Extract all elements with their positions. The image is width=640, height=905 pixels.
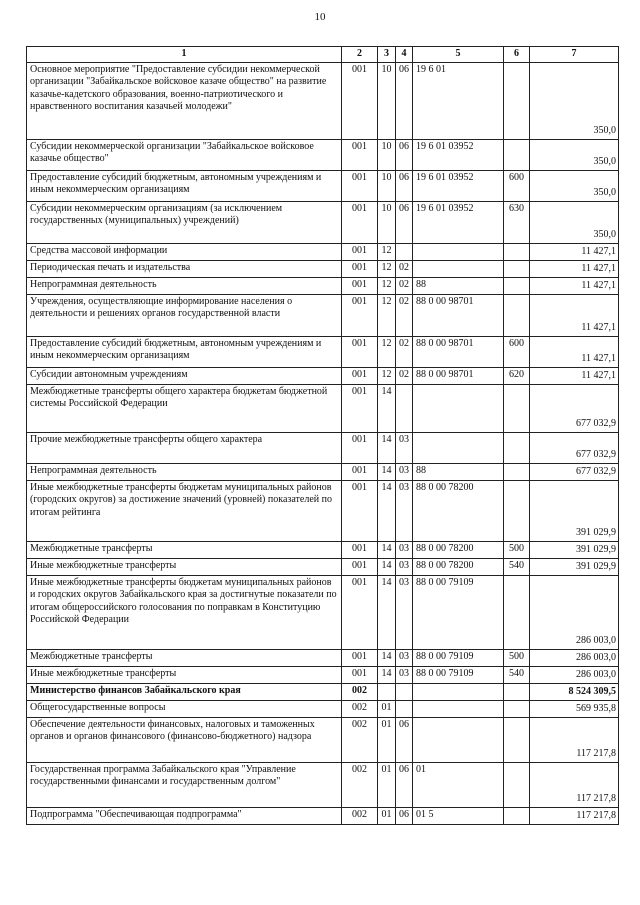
subsection-code-cell: 02 bbox=[396, 367, 413, 384]
expense-type-cell: 540 bbox=[504, 558, 530, 575]
ministry-code-cell: 001 bbox=[342, 541, 378, 558]
table-row bbox=[27, 807, 619, 824]
header-cell: 2 bbox=[342, 47, 378, 63]
section-code-cell: 14 bbox=[378, 384, 396, 432]
expense-type-cell bbox=[504, 277, 530, 294]
item-name-cell: Средства массовой информации bbox=[27, 243, 342, 260]
section-code-cell: 10 bbox=[378, 201, 396, 243]
amount-cell: 677 032,9 bbox=[530, 432, 619, 463]
section-code-cell: 01 bbox=[378, 700, 396, 717]
item-name-cell: Непрограммная деятельность bbox=[27, 277, 342, 294]
amount-cell: 350,0 bbox=[530, 139, 619, 170]
table-row bbox=[27, 480, 619, 541]
table-row bbox=[27, 384, 619, 432]
expense-type-cell bbox=[504, 294, 530, 336]
subsection-code-cell bbox=[396, 384, 413, 432]
amount-cell: 350,0 bbox=[530, 201, 619, 243]
item-name-cell: Учреждения, осуществляющие информирование населения о деятельности и решениях органов государственной власти bbox=[27, 294, 342, 336]
header-cell: 7 bbox=[530, 47, 619, 63]
target-article-cell: 88 0 00 78200 bbox=[413, 541, 504, 558]
target-article-cell: 01 bbox=[413, 762, 504, 807]
table-row bbox=[27, 700, 619, 717]
subsection-code-cell: 06 bbox=[396, 139, 413, 170]
item-name-cell: Межбюджетные трансферты bbox=[27, 541, 342, 558]
amount-cell: 677 032,9 bbox=[530, 384, 619, 432]
section-code-cell: 01 bbox=[378, 807, 396, 824]
amount-cell: 391 029,9 bbox=[530, 558, 619, 575]
ministry-code-cell: 002 bbox=[342, 807, 378, 824]
amount-cell: 569 935,8 bbox=[530, 700, 619, 717]
item-name-cell: Обеспечение деятельности финансовых, налоговых и таможенных органов и органов финансового (финансово-бюджетного) надзора bbox=[27, 717, 342, 762]
target-article-cell bbox=[413, 384, 504, 432]
amount-cell: 286 003,0 bbox=[530, 649, 619, 666]
ministry-code-cell: 002 bbox=[342, 762, 378, 807]
subsection-code-cell: 03 bbox=[396, 575, 413, 649]
amount-cell: 11 427,1 bbox=[530, 336, 619, 367]
item-name-cell: Иные межбюджетные трансферты бюджетам муниципальных районов (городских округов) за достижение значений (уровней) показателей по итогам рейтинга bbox=[27, 480, 342, 541]
table-row bbox=[27, 432, 619, 463]
subsection-code-cell: 03 bbox=[396, 649, 413, 666]
expense-type-cell: 620 bbox=[504, 367, 530, 384]
expense-type-cell bbox=[504, 480, 530, 541]
header-cell: 4 bbox=[396, 47, 413, 63]
expense-type-cell bbox=[504, 807, 530, 824]
item-name-cell: Государственная программа Забайкальского края "Управление государственными финансами и государственным долгом" bbox=[27, 762, 342, 807]
amount-cell: 117 217,8 bbox=[530, 807, 619, 824]
table-row bbox=[27, 62, 619, 139]
subsection-code-cell: 02 bbox=[396, 336, 413, 367]
expense-type-cell bbox=[504, 243, 530, 260]
table-row bbox=[27, 201, 619, 243]
table-row bbox=[27, 243, 619, 260]
item-name-cell: Иные межбюджетные трансферты bbox=[27, 666, 342, 683]
amount-cell: 11 427,1 bbox=[530, 260, 619, 277]
ministry-code-cell: 001 bbox=[342, 170, 378, 201]
target-article-cell: 19 6 01 03952 bbox=[413, 201, 504, 243]
ministry-code-cell: 001 bbox=[342, 243, 378, 260]
target-article-cell: 88 0 00 79109 bbox=[413, 666, 504, 683]
ministry-code-cell: 001 bbox=[342, 463, 378, 480]
section-code-cell bbox=[378, 683, 396, 700]
subsection-code-cell: 06 bbox=[396, 170, 413, 201]
subsection-code-cell: 03 bbox=[396, 558, 413, 575]
target-article-cell bbox=[413, 243, 504, 260]
expense-type-cell bbox=[504, 700, 530, 717]
ministry-code-cell: 002 bbox=[342, 717, 378, 762]
section-code-cell: 01 bbox=[378, 762, 396, 807]
ministry-code-cell: 001 bbox=[342, 384, 378, 432]
section-code-cell: 14 bbox=[378, 649, 396, 666]
ministry-code-cell: 002 bbox=[342, 683, 378, 700]
subsection-code-cell: 06 bbox=[396, 62, 413, 139]
expense-type-cell bbox=[504, 575, 530, 649]
subsection-code-cell: 03 bbox=[396, 541, 413, 558]
item-name-cell: Предоставление субсидий бюджетным, автономным учреждениям и иным некоммерческим организациям bbox=[27, 336, 342, 367]
item-name-cell: Межбюджетные трансферты общего характера бюджетам бюджетной системы Российской Федерации bbox=[27, 384, 342, 432]
target-article-cell: 88 0 00 79109 bbox=[413, 649, 504, 666]
subsection-code-cell: 06 bbox=[396, 201, 413, 243]
ministry-code-cell: 001 bbox=[342, 62, 378, 139]
amount-cell: 286 003,0 bbox=[530, 575, 619, 649]
section-code-cell: 14 bbox=[378, 480, 396, 541]
subsection-code-cell: 06 bbox=[396, 807, 413, 824]
amount-cell: 117 217,8 bbox=[530, 717, 619, 762]
expense-type-cell bbox=[504, 260, 530, 277]
subsection-code-cell: 02 bbox=[396, 294, 413, 336]
subsection-code-cell: 03 bbox=[396, 666, 413, 683]
item-name-cell: Периодическая печать и издательства bbox=[27, 260, 342, 277]
ministry-code-cell: 001 bbox=[342, 139, 378, 170]
expense-type-cell bbox=[504, 62, 530, 139]
expense-type-cell: 600 bbox=[504, 170, 530, 201]
subsection-code-cell bbox=[396, 243, 413, 260]
expense-type-cell: 500 bbox=[504, 649, 530, 666]
ministry-code-cell: 001 bbox=[342, 480, 378, 541]
subsection-code-cell: 03 bbox=[396, 480, 413, 541]
table-row bbox=[27, 762, 619, 807]
table-row bbox=[27, 717, 619, 762]
table-row bbox=[27, 649, 619, 666]
amount-cell: 350,0 bbox=[530, 170, 619, 201]
target-article-cell bbox=[413, 700, 504, 717]
section-code-cell: 12 bbox=[378, 367, 396, 384]
table-row bbox=[27, 367, 619, 384]
header-cell: 3 bbox=[378, 47, 396, 63]
item-name-cell: Министерство финансов Забайкальского края bbox=[27, 683, 342, 700]
section-code-cell: 14 bbox=[378, 575, 396, 649]
header-row bbox=[27, 47, 619, 63]
amount-cell: 117 217,8 bbox=[530, 762, 619, 807]
expense-type-cell bbox=[504, 139, 530, 170]
ministry-code-cell: 001 bbox=[342, 277, 378, 294]
table-row bbox=[27, 666, 619, 683]
item-name-cell: Субсидии автономным учреждениям bbox=[27, 367, 342, 384]
section-code-cell: 14 bbox=[378, 558, 396, 575]
target-article-cell: 88 0 00 98701 bbox=[413, 336, 504, 367]
target-article-cell: 01 5 bbox=[413, 807, 504, 824]
target-article-cell: 88 0 00 78200 bbox=[413, 558, 504, 575]
amount-cell: 286 003,0 bbox=[530, 666, 619, 683]
subsection-code-cell: 02 bbox=[396, 277, 413, 294]
ministry-code-cell: 001 bbox=[342, 558, 378, 575]
item-name-cell: Субсидии некоммерческим организациям (за исключением государственных (муниципальных) учреждений) bbox=[27, 201, 342, 243]
expense-type-cell: 540 bbox=[504, 666, 530, 683]
table-row bbox=[27, 260, 619, 277]
expense-type-cell bbox=[504, 717, 530, 762]
expense-type-cell bbox=[504, 463, 530, 480]
target-article-cell bbox=[413, 432, 504, 463]
header-cell: 1 bbox=[27, 47, 342, 63]
subsection-code-cell: 06 bbox=[396, 762, 413, 807]
amount-cell: 11 427,1 bbox=[530, 243, 619, 260]
section-code-cell: 10 bbox=[378, 139, 396, 170]
ministry-code-cell: 001 bbox=[342, 294, 378, 336]
target-article-cell: 88 0 00 79109 bbox=[413, 575, 504, 649]
section-code-cell: 12 bbox=[378, 243, 396, 260]
section-code-cell: 10 bbox=[378, 62, 396, 139]
table-row bbox=[27, 575, 619, 649]
section-code-cell: 01 bbox=[378, 717, 396, 762]
ministry-code-cell: 001 bbox=[342, 666, 378, 683]
page-number: 10 bbox=[314, 11, 326, 23]
budget-table bbox=[26, 46, 619, 825]
item-name-cell: Иные межбюджетные трансферты bbox=[27, 558, 342, 575]
item-name-cell: Межбюджетные трансферты bbox=[27, 649, 342, 666]
ministry-code-cell: 001 bbox=[342, 432, 378, 463]
table-row bbox=[27, 139, 619, 170]
ministry-code-cell: 001 bbox=[342, 367, 378, 384]
table-row bbox=[27, 541, 619, 558]
table-row bbox=[27, 277, 619, 294]
item-name-cell: Иные межбюджетные трансферты бюджетам муниципальных районов и городских округов Забайкальского края за достигнутые показатели по итогам общероссийского голосования по поправкам в Конституцию Российской Федерации bbox=[27, 575, 342, 649]
subsection-code-cell: 06 bbox=[396, 717, 413, 762]
subsection-code-cell: 02 bbox=[396, 260, 413, 277]
amount-cell: 391 029,9 bbox=[530, 480, 619, 541]
amount-cell: 11 427,1 bbox=[530, 294, 619, 336]
item-name-cell: Субсидии некоммерческой организации "Забайкальское войсковое казачье общество" bbox=[27, 139, 342, 170]
ministry-code-cell: 001 bbox=[342, 336, 378, 367]
section-code-cell: 14 bbox=[378, 541, 396, 558]
table-row bbox=[27, 463, 619, 480]
target-article-cell: 88 bbox=[413, 277, 504, 294]
target-article-cell: 88 0 00 98701 bbox=[413, 294, 504, 336]
expense-type-cell: 630 bbox=[504, 201, 530, 243]
subsection-code-cell bbox=[396, 700, 413, 717]
header-cell: 5 bbox=[413, 47, 504, 63]
section-code-cell: 14 bbox=[378, 432, 396, 463]
section-code-cell: 14 bbox=[378, 666, 396, 683]
amount-cell: 391 029,9 bbox=[530, 541, 619, 558]
ministry-code-cell: 001 bbox=[342, 260, 378, 277]
target-article-cell bbox=[413, 683, 504, 700]
section-code-cell: 12 bbox=[378, 277, 396, 294]
table-row bbox=[27, 170, 619, 201]
ministry-code-cell: 001 bbox=[342, 201, 378, 243]
section-code-cell: 10 bbox=[378, 170, 396, 201]
section-code-cell: 14 bbox=[378, 463, 396, 480]
ministry-code-cell: 002 bbox=[342, 700, 378, 717]
item-name-cell: Предоставление субсидий бюджетным, автономным учреждениям и иным некоммерческим организациям bbox=[27, 170, 342, 201]
ministry-code-cell: 001 bbox=[342, 575, 378, 649]
subsection-code-cell: 03 bbox=[396, 432, 413, 463]
amount-cell: 11 427,1 bbox=[530, 367, 619, 384]
target-article-cell: 19 6 01 03952 bbox=[413, 170, 504, 201]
subsection-code-cell: 03 bbox=[396, 463, 413, 480]
subsection-code-cell bbox=[396, 683, 413, 700]
expense-type-cell bbox=[504, 384, 530, 432]
item-name-cell: Непрограммная деятельность bbox=[27, 463, 342, 480]
target-article-cell bbox=[413, 260, 504, 277]
amount-cell: 677 032,9 bbox=[530, 463, 619, 480]
amount-cell: 350,0 bbox=[530, 62, 619, 139]
target-article-cell bbox=[413, 717, 504, 762]
expense-type-cell bbox=[504, 683, 530, 700]
item-name-cell: Прочие межбюджетные трансферты общего характера bbox=[27, 432, 342, 463]
expense-type-cell: 500 bbox=[504, 541, 530, 558]
table-row bbox=[27, 336, 619, 367]
target-article-cell: 19 6 01 03952 bbox=[413, 139, 504, 170]
item-name-cell: Основное мероприятие "Предоставление субсидии некоммерческой организации "Забайкальское войсковое казаче общество" на развитие казачье-кадетского образования, военно-патриотического и нравственного воспитания казачьей молодежи" bbox=[27, 62, 342, 139]
table-row bbox=[27, 558, 619, 575]
table-row bbox=[27, 683, 619, 700]
expense-type-cell bbox=[504, 762, 530, 807]
item-name-cell: Подпрограмма "Обеспечивающая подпрограмма" bbox=[27, 807, 342, 824]
ministry-code-cell: 001 bbox=[342, 649, 378, 666]
section-code-cell: 12 bbox=[378, 260, 396, 277]
amount-cell: 8 524 309,5 bbox=[530, 683, 619, 700]
table-row bbox=[27, 294, 619, 336]
target-article-cell: 19 6 01 bbox=[413, 62, 504, 139]
expense-type-cell: 600 bbox=[504, 336, 530, 367]
section-code-cell: 12 bbox=[378, 294, 396, 336]
amount-cell: 11 427,1 bbox=[530, 277, 619, 294]
header-cell: 6 bbox=[504, 47, 530, 63]
section-code-cell: 12 bbox=[378, 336, 396, 367]
target-article-cell: 88 0 00 98701 bbox=[413, 367, 504, 384]
expense-type-cell bbox=[504, 432, 530, 463]
target-article-cell: 88 0 00 78200 bbox=[413, 480, 504, 541]
item-name-cell: Общегосударственные вопросы bbox=[27, 700, 342, 717]
target-article-cell: 88 bbox=[413, 463, 504, 480]
